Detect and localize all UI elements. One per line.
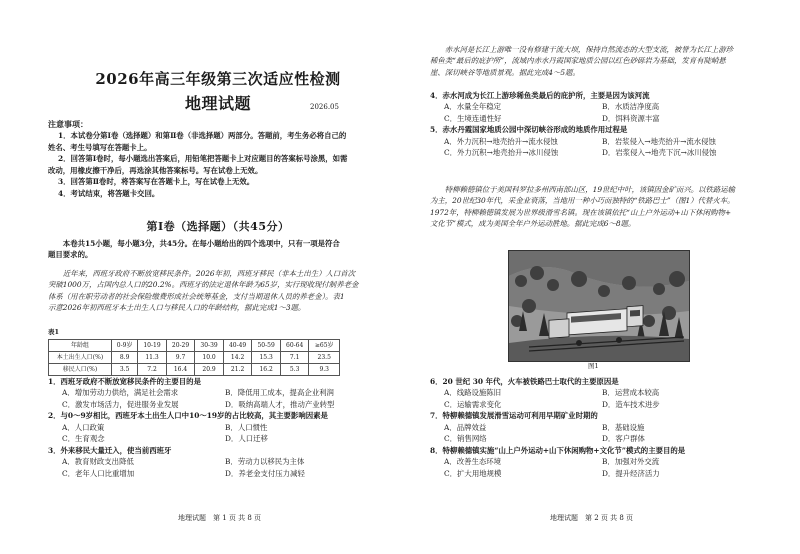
table-header-cell: 年龄组 — [49, 340, 112, 352]
question-stem: 6．20 世纪 30 年代，火车被铁路巴士取代的主要原因是 — [430, 377, 619, 386]
table-cell: 20.9 — [195, 364, 224, 376]
option[interactable]: A．教育财政支出降低 — [62, 457, 134, 467]
option[interactable]: D．造车技术进步 — [602, 399, 660, 409]
passage-line: 赤水河是长江上游唯一没有修建干流大坝，保持自然流态的大型支流，被誉为长江上游珍 — [444, 45, 734, 54]
table-cell: 21.2 — [223, 364, 252, 376]
table-label: 表1 — [48, 328, 60, 336]
table-header-cell: 0-9岁 — [112, 340, 138, 352]
passage-chishui — [430, 44, 760, 78]
option[interactable]: B．降低用工成本，提高企业利润 — [225, 388, 334, 398]
option[interactable]: C．运输需求变化 — [444, 399, 502, 409]
railbus-illustration — [509, 251, 689, 361]
table-cell: 23.5 — [309, 352, 340, 364]
table-cell: 移民人口(%) — [49, 364, 112, 376]
option[interactable]: B．加强对外交流 — [602, 457, 660, 467]
right-page — [430, 0, 760, 554]
passage-line: 为主，20世纪30年代，采金业衰落，当地用一种小巧而独特的“铁路巴士”（图1）代替火车。 — [430, 196, 735, 206]
table-header-cell: 10-19 — [138, 340, 167, 352]
question-stem: 7．特柳赖德镇发展滑雪运动可利用早期矿业时期的 — [430, 411, 598, 421]
passage-line: 稀鱼类“最后的庇护所”，流域内赤水丹霞国家地质公园以红色砂砾岩为基础，发育有陡峭悬 — [430, 56, 726, 66]
option[interactable]: B．人口惯性 — [225, 422, 268, 432]
option[interactable]: B．劳动力以移民为主体 — [225, 457, 305, 467]
table-cell: 9.7 — [166, 352, 195, 364]
option[interactable]: A．改善生态环境 — [444, 457, 502, 467]
passage-line: 崖、深切峡谷等地质景观。据此完成4～5题。 — [430, 67, 580, 77]
table-header-cell: ≥65岁 — [309, 340, 340, 352]
section-title: 第Ⅰ卷（选择题）（共45分） — [146, 220, 290, 233]
table-row — [49, 364, 340, 376]
option[interactable]: D．提升经济活力 — [602, 468, 660, 478]
note-line: 姓名、考生号填写在答题卡上。 — [48, 142, 152, 152]
question-stem: 3．外来移民大量迁入，使当前西班牙 — [48, 445, 172, 455]
passage-line: 示意2026年初西班牙本土出生人口与移民人口的年龄结构，据此完成1～3题。 — [48, 303, 306, 313]
table-wrapper — [48, 339, 388, 376]
table-cell: 9.3 — [309, 364, 340, 376]
table-cell: 8.9 — [112, 352, 138, 364]
question-stem: 8．特柳赖德镇实施“山上户外运动+山下休闲购物+文化节”模式的主要目的是 — [430, 445, 686, 455]
notes-section — [48, 118, 388, 199]
table-cell: 16.4 — [166, 364, 195, 376]
option[interactable]: A．线路设施陈旧 — [444, 388, 502, 398]
option[interactable]: C．激发市场活力，促进服务业发展 — [62, 399, 179, 409]
note-line: 3．回答第Ⅱ卷时，将答案写在答题卡上，写在试卷上无效。 — [58, 177, 255, 187]
option[interactable]: B．水质洁净度高 — [602, 102, 660, 112]
section-intro-line: 题目要求的。 — [48, 250, 93, 260]
railbus-photo — [508, 250, 690, 362]
option[interactable]: B．基础设施 — [602, 422, 645, 432]
note-line: 4．考试结束，将答题卡交回。 — [58, 188, 160, 198]
note-line: 1．本试卷分第Ⅰ卷（选择题）和第Ⅱ卷（非选择题）两部分。答题前，考生务必将自己的 — [58, 131, 347, 141]
section-intro-line: 本卷共15小题，每小题3分，共45分。在每小题给出的四个选项中，只有一项是符合 — [62, 239, 340, 248]
question-stem: 5．赤水丹霞国家地质公园中深切峡谷形成的地质作用过程是 — [430, 125, 628, 135]
age-structure-table — [48, 339, 340, 376]
table-cell: 7.2 — [138, 364, 167, 376]
option[interactable]: C．销售网络 — [444, 434, 487, 444]
table-cell: 16.2 — [252, 364, 281, 376]
subject-title: 地理试题 — [184, 94, 251, 113]
option[interactable]: C．扩大用地规模 — [444, 468, 502, 478]
option[interactable]: D．饵料资源丰富 — [602, 113, 660, 123]
passage-line: 特柳赖德镇位于美国科罗拉多州西南部山区，19世纪中叶，该镇因金矿而兴。以铁路运输 — [444, 185, 736, 194]
exam-title: 2026年高三年级第三次适应性检测 — [95, 70, 341, 88]
option[interactable]: D．岩浆侵入→地壳下沉→冰川侵蚀 — [602, 148, 717, 158]
table-cell: 5.3 — [280, 364, 309, 376]
table-cell: 10.0 — [195, 352, 224, 364]
option[interactable]: A．增加劳动力供给，满足社会需求 — [62, 388, 179, 398]
table-row — [49, 352, 340, 364]
table-cell: 7.1 — [280, 352, 309, 364]
option[interactable]: D．养老金支付压力减轻 — [225, 468, 305, 478]
option[interactable]: C．生育观念 — [62, 434, 105, 444]
passage-line: 文化节”模式，成为美国全年户外运动胜地。据此完成6～8题。 — [430, 219, 636, 229]
option[interactable]: C．生境连通性好 — [444, 113, 502, 123]
left-page — [48, 0, 388, 554]
passage-telluride — [430, 184, 760, 230]
passage-line: 近年来，西班牙政府不断放宽移民条件。2026年初，西班牙移民（非本土出生）人口首次 — [62, 269, 356, 278]
table-cell: 14.2 — [223, 352, 252, 364]
option[interactable]: A．品牌效益 — [444, 422, 487, 432]
option[interactable]: D．吸纳高端人才，推动产业转型 — [225, 399, 335, 409]
question-stem: 4．赤水河成为长江上游珍稀鱼类最后的庇护所，主要是因为该河流 — [430, 91, 650, 100]
notes-heading: 注意事项： — [48, 119, 88, 129]
option[interactable]: A．外力沉积→地壳抬升→流水侵蚀 — [444, 136, 558, 146]
passage-line: 突破1000万，占国内总人口的20.2%。西班牙的法定退休年龄为65岁，实行现收现付制养老金 — [48, 280, 359, 290]
option[interactable]: C．外力沉积→地壳抬升→冰川侵蚀 — [444, 148, 559, 158]
questions-1-3 — [48, 376, 388, 479]
passage-line: 1972年，特柳赖德镇发展为世界级滑雪名镇。现在该镇依托“山上户外运动+山下休闲购物+ — [430, 207, 732, 217]
page-footer: 地理试题 第 1 页 共 8 页 — [178, 514, 262, 522]
table-cell: 3.5 — [112, 364, 138, 376]
questions-6-8 — [430, 376, 760, 479]
table-header-cell: 60-64 — [280, 340, 309, 352]
note-line: 改动，用橡皮擦干净后，再选涂其他答案标号。写在试卷上无效。 — [48, 165, 263, 175]
option[interactable]: D．人口迁移 — [225, 434, 268, 444]
table-cell: 11.3 — [138, 352, 167, 364]
passage-line: 体系（用在职劳动者的社会保险缴费形成社会统筹基金，支付当期退休人员的养老金）。表1 — [48, 291, 345, 301]
option[interactable]: B．运营成本较高 — [602, 388, 660, 398]
option[interactable]: C．老年人口比重增加 — [62, 468, 135, 478]
table-header-cell: 40-49 — [223, 340, 252, 352]
table-cell: 本土出生人口(%) — [49, 352, 112, 364]
questions-4-5 — [430, 90, 760, 159]
table-header-cell: 20-29 — [166, 340, 195, 352]
passage-spain — [48, 268, 388, 314]
table-header-cell: 30-39 — [195, 340, 224, 352]
note-line: 2．回答第Ⅰ卷时，每小题选出答案后，用铅笔把答题卡上对应题目的答案标号涂黑，如需 — [58, 154, 348, 164]
table-cell: 15.3 — [252, 352, 281, 364]
figure-caption: 图1 — [588, 362, 599, 370]
exam-date: 2026.05 — [310, 103, 339, 111]
page-footer: 地理试题 第 2 页 共 8 页 — [550, 514, 634, 522]
option[interactable]: D．客户群体 — [602, 434, 645, 444]
question-stem: 1．西班牙政府不断放宽移民条件的主要目的是 — [48, 377, 201, 386]
option[interactable]: A．人口政策 — [62, 422, 105, 432]
question-stem: 2．与0～9岁相比，西班牙本土出生人口中10～19岁的占比较高，其主要影响因素是 — [48, 411, 328, 421]
table-header-row — [49, 340, 340, 352]
section-intro — [48, 238, 388, 261]
option[interactable]: B．岩浆侵入→地壳抬升→流水侵蚀 — [602, 136, 716, 146]
table-header-cell: 50-59 — [252, 340, 281, 352]
option[interactable]: A．水量全年稳定 — [444, 102, 502, 112]
